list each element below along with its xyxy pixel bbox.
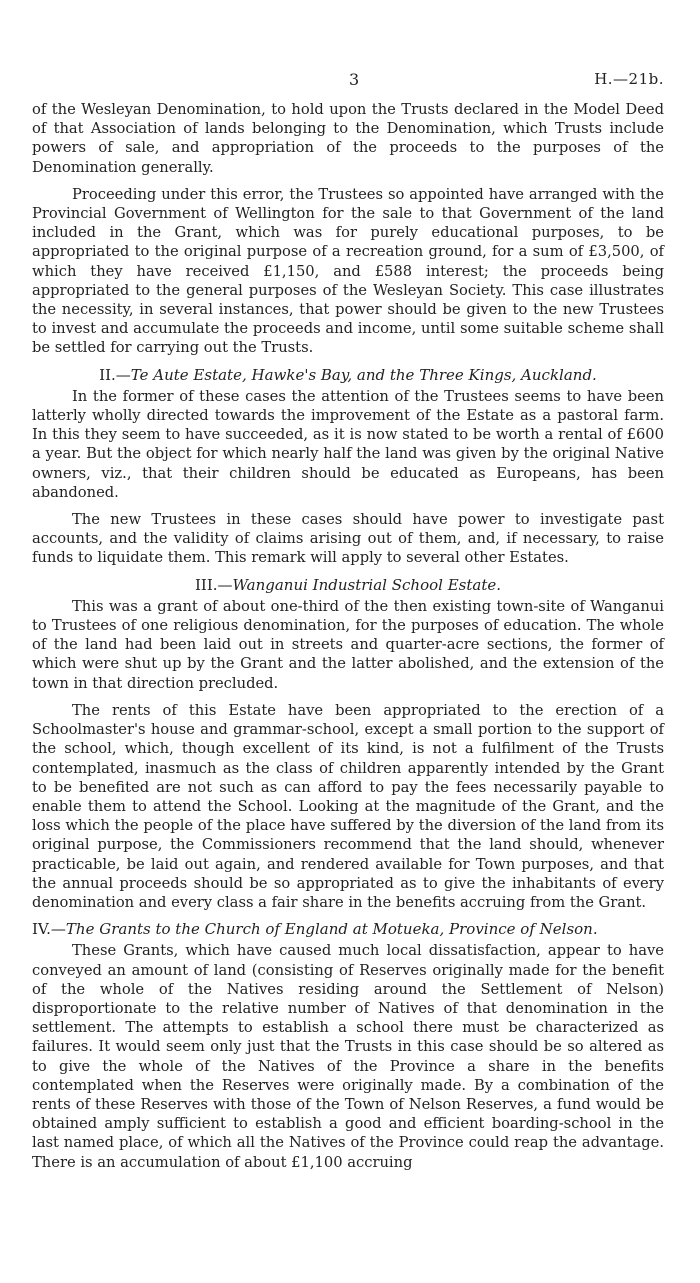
section-heading-2 (32, 366, 664, 385)
section-title: Wanganui Industrial School Estate. (232, 575, 501, 594)
section-title: Te Aute Estate, Hawke's Bay, and the Three Kings, Auckland. (130, 365, 597, 384)
paragraph: In the former of these cases the attention of the Trustees seems to have been latterly wholly directed towards the improvement of the Estate as a pastoral farm. In this they seem to have succeeded, as it is now stated to be worth a rental of £600 a year. But the object for which nearly half the land was given by the original Native owners, viz., that their children should be educated as Europeans, has been abandoned. (32, 387, 664, 501)
section-heading-4 (32, 920, 664, 939)
paragraph: This was a grant of about one-third of the then existing town-site of Wanganui to Trustees of one religious denomination, for the purposes of education. The whole of the land had been laid out in streets and quarter-acre sections, the former of which were shut up by the Grant and the latter abolished, and the extension of the town in that direction precluded. (32, 597, 664, 692)
paragraph: Proceeding under this error, the Trustees so appointed have arranged with the Provincial Government of Wellington for the sale to that Government of the land included in the Grant, which was for purely educational purposes, to be appropriated to the original purpose of a recreation ground, for a sum of £3,500, of which they have received £1,150, and £588 interest; the proceeds being appropriated to the general purposes of the Wesleyan Society. This case illustrates the necessity, in several instances, that power should be given to the new Trustees to invest and accumulate the proceeds and income, until some suitable scheme shall be settled for carrying out the Trusts. (32, 185, 664, 357)
page-number: 3 (349, 70, 360, 89)
paragraph: These Grants, which have caused much local dissatisfaction, appear to have conveyed an amount of land (consisting of Reserves originally made for the benefit of the whole of the Natives residing around the Settlement of Nelson) disproportionate to the relative number of Natives of that denomination in the settlement. The attempts to establish a school there must be characterized as failures. It would seem only just that the Trusts in this case should be so altered as to give the whole of the Natives of the Province a share in the benefits contemplated when the Reserves were originally made. By a combination of the rents of these Reserves with those of the Town of Nelson Reserves, a fund would be obtained amply sufficient to establish a good and efficient boarding-school in the last named place, of which all the Natives of the Province could reap the advantage. There is an accumulation of about £1,100 accruing (32, 942, 664, 1171)
paragraph: of the Wesleyan Denomination, to hold upon the Trusts declared in the Model Deed of that Association of lands belonging to the Denomination, which Trusts include powers of sale, and appropriation of the proceeds to the purposes of the Denomination generally. (32, 101, 664, 176)
section-number: II.— (99, 365, 131, 384)
section-number: III.— (194, 575, 233, 594)
document-reference: H.—21b. (594, 70, 664, 88)
paragraph: The rents of this Estate have been appropriated to the erection of a Schoolmaster's house and grammar-school, except a small portion to the support of the school, which, though excellent of its kind, is not a fulfilment of the Trusts contemplated, inasmuch as the class of children apparently intended by the Grant to be benefited are not such as can afford to pay the fees necessarily payable to enable them to attend the School. Looking at the magnitude of the Grant, and the loss which the people of the place have suffered by the diversion of the land from its original purpose, the Commissioners recommend that the land should, whenever practicable, be laid out again, and rendered available for Town purposes, and that the annual proceeds should be so appropriated as to give the inhabitants of every denomination and every class a fair share in the benefits accruing from the Grant. (32, 701, 664, 911)
section-heading-3 (32, 576, 664, 595)
paragraph: The new Trustees in these cases should have power to investigate past accounts, and the validity of claims arising out of them, and, if necessary, to raise funds to liquidate them. This remark will apply to several other Estates. (32, 511, 664, 567)
page-header (0, 70, 700, 94)
document-body (32, 100, 664, 1180)
section-number: IV.— (32, 920, 66, 939)
section-title: The Grants to the Church of England at Motueka, Province of Nelson. (65, 920, 598, 939)
